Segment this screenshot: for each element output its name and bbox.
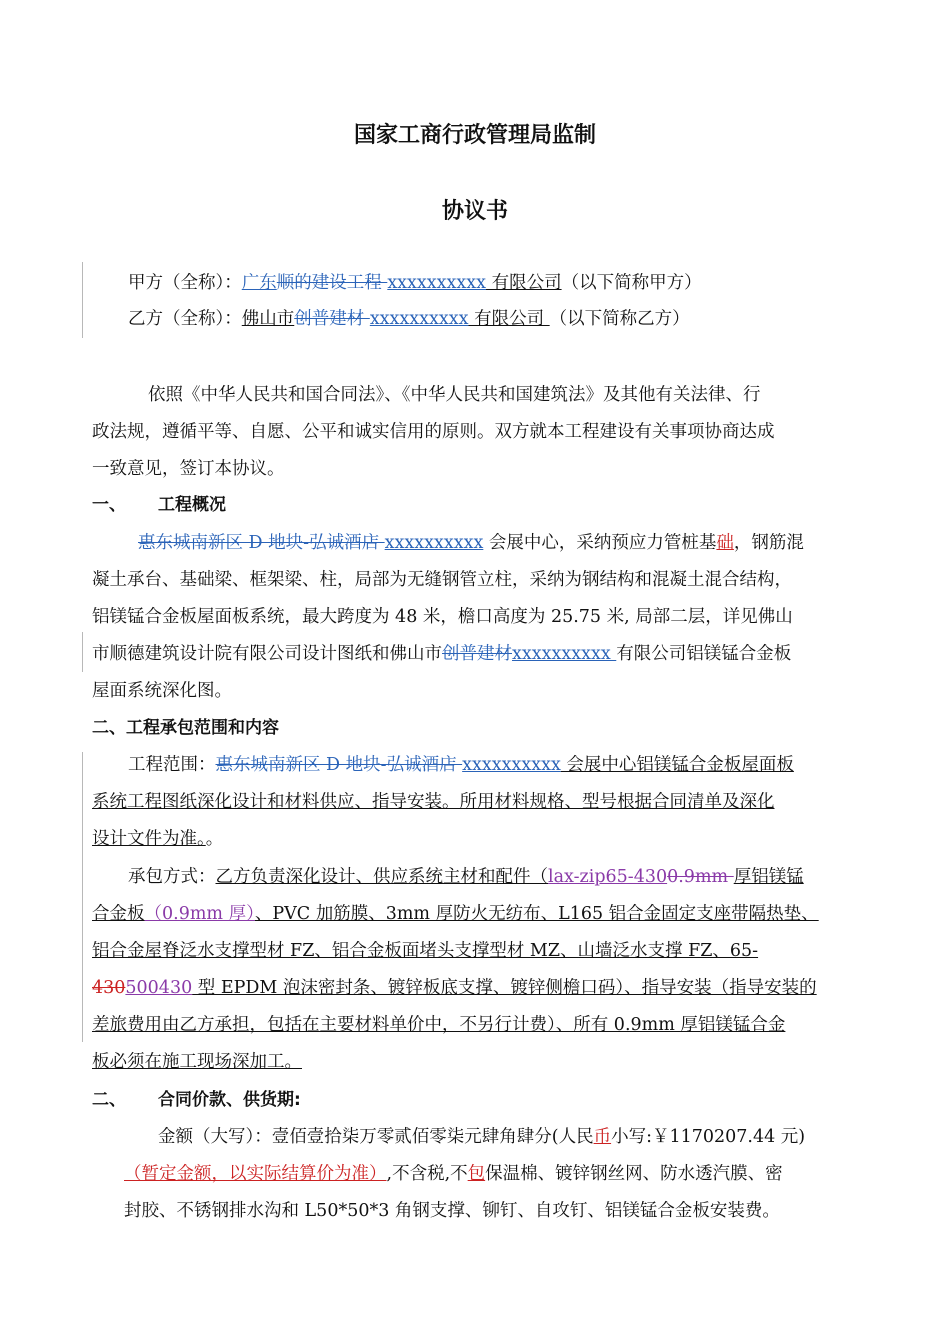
mode-line-2 xyxy=(92,901,819,927)
section-3-number: 二、 xyxy=(92,1090,126,1110)
text-run: 金额（大写）：壹佰壹拾柒万零贰佰零柒元肆角肆分(人民 xyxy=(158,1127,594,1147)
section-1-line-1 xyxy=(138,530,804,556)
project-placeholder: xxxxxxxxxx xyxy=(384,533,484,553)
change-bar xyxy=(82,752,83,1042)
party-b-deleted-text: 创普建材 xyxy=(294,309,370,329)
deleted-text: 430 xyxy=(92,978,126,998)
price-line-2 xyxy=(124,1161,783,1187)
intro-line-3: 一致意见，签订本协议。 xyxy=(92,459,285,479)
provisional-note: （暂定金额，以实际结算价为准） xyxy=(124,1164,387,1184)
deleted-project-name: 惠东城南新区 D 地块-弘诚酒店 xyxy=(215,755,463,775)
party-a-line xyxy=(128,270,702,296)
change-bar xyxy=(82,262,83,338)
section-1-line-4 xyxy=(92,641,791,667)
party-a-name-part: 广东 xyxy=(241,273,277,293)
party-b-name-part: 佛山市 xyxy=(241,309,295,329)
text-run: 市顺德建筑设计院有限公司设计图纸和佛山市 xyxy=(92,644,442,664)
project-placeholder: xxxxxxxxxx xyxy=(462,755,561,775)
text-run: 、PVC 加筋膜、3mm 厚防火无纺布、L165 铝合金固定支座带隔热垫、 xyxy=(254,904,819,924)
price-line-3: 封胶、不锈钢排水沟和 L50*50*3 角钢支撑、铆钉、自攻钉、铝镁锰合金板安装费。 xyxy=(124,1201,780,1221)
company-placeholder: xxxxxxxxxx xyxy=(512,644,617,664)
text-run: 保温棉、镀锌钢丝网、防水透汽膜、密 xyxy=(485,1164,783,1184)
inserted-text: 500430 xyxy=(125,978,193,998)
mode-line-6: 板必须在施工现场深加工。 xyxy=(92,1052,302,1072)
mode-label: 承包方式： xyxy=(128,867,216,887)
party-a-label: 甲方（全称）： xyxy=(128,273,242,293)
scope-line-1 xyxy=(128,752,794,778)
text-run: 小写:￥1170207.44 元) xyxy=(611,1127,806,1147)
party-b-note: （以下简称乙方） xyxy=(549,309,690,329)
change-bar xyxy=(82,632,83,672)
section-1-line-3: 铝镁锰合金板屋面板系统，最大跨度为 48 米，檐口高度为 25.75 米, 局部二层，详见佛山 xyxy=(92,607,793,627)
revised-char: 包 xyxy=(467,1164,486,1184)
party-a-placeholder: xxxxxxxxxx xyxy=(387,273,487,293)
deleted-text: 0.9mm xyxy=(667,867,734,887)
text-run: 型 EPDM 泡沫密封条、镀锌板底支撑、镀锌侧檐口码）、指导安装（指导安装的 xyxy=(192,978,817,998)
text-run: 会展中心，采纳预应力管桩基 xyxy=(483,533,717,553)
price-line-1 xyxy=(158,1124,805,1150)
revised-char: 币 xyxy=(593,1127,612,1147)
text-run: ,不含税,不 xyxy=(386,1164,468,1184)
text-run: 。 xyxy=(205,829,224,849)
section-2-title: 二、工程承包范围和内容 xyxy=(92,718,279,738)
inserted-text: lax-zip65-430 xyxy=(548,867,668,887)
document-title: 协议书 xyxy=(441,199,508,224)
text-run: 厚铝镁锰 xyxy=(733,867,804,887)
text-run: 设计文件为准。 xyxy=(92,829,206,849)
intro-line-1: 依照《中华人民共和国合同法》、《中华人民共和国建筑法》及其他有关法律、行 xyxy=(148,385,761,405)
scope-label: 工程范围： xyxy=(128,755,216,775)
mode-line-5: 差旅费用由乙方承担，包括在主要材料单价中，不另行计费）、所有 0.9mm 厚铝镁锰合金 xyxy=(92,1015,786,1035)
text-run: 会展中心铝镁锰合金板屋面板 xyxy=(560,755,794,775)
party-b-line xyxy=(128,306,690,332)
intro-line-2: 政法规，遵循平等、自愿、公平和诚实信用的原则。双方就本工程建设有关事项协商达成 xyxy=(92,422,775,442)
section-1-line-5: 屋面系统深化图。 xyxy=(92,681,232,701)
section-1-number: 一、 xyxy=(92,495,126,515)
scope-line-3 xyxy=(92,826,223,852)
mode-line-1 xyxy=(128,864,804,890)
text-run: 合金板 xyxy=(92,904,145,924)
party-a-note: （以下简称甲方） xyxy=(561,273,702,293)
scope-line-2: 系统工程图纸深化设计和材料供应、指导安装。所用材料规格、型号根据合同清单及深化 xyxy=(92,792,775,812)
mode-line-3: 铝合金屋脊泛水支撑型材 FZ、铝合金板面堵头支撑型材 MZ、山墙泛水支撑 FZ、65- xyxy=(92,941,759,961)
section-1-title: 工程概况 xyxy=(158,495,226,515)
party-b-placeholder: xxxxxxxxxx xyxy=(369,309,469,329)
party-a-deleted-text: 顺的建设工程 xyxy=(276,273,388,293)
deleted-project-name: 惠东城南新区 D 地块-弘诚酒店 xyxy=(138,533,385,553)
party-a-suffix: 有限公司 xyxy=(486,273,562,293)
section-1-line-2: 凝土承台、基础梁、框架梁、柱，局部为无缝钢管立柱，采纳为钢结构和混凝土混合结构， xyxy=(92,570,792,590)
text-run: ，钢筋混 xyxy=(733,533,804,553)
inserted-text: （0.9mm 厚） xyxy=(144,904,255,924)
mode-line-4 xyxy=(92,975,817,1001)
text-run: 有限公司铝镁锰合金板 xyxy=(616,644,792,664)
deleted-company-name: 创普建材 xyxy=(442,644,512,664)
party-b-suffix: 有限公司 xyxy=(468,309,550,329)
issuer-title: 国家工商行政管理局监制 xyxy=(353,123,596,148)
party-b-label: 乙方（全称）： xyxy=(128,309,242,329)
revised-char: 础 xyxy=(716,533,734,553)
text-run: 乙方负责深化设计、供应系统主材和配件（ xyxy=(215,867,548,887)
section-3-title: 合同价款、供货期: xyxy=(158,1090,301,1110)
